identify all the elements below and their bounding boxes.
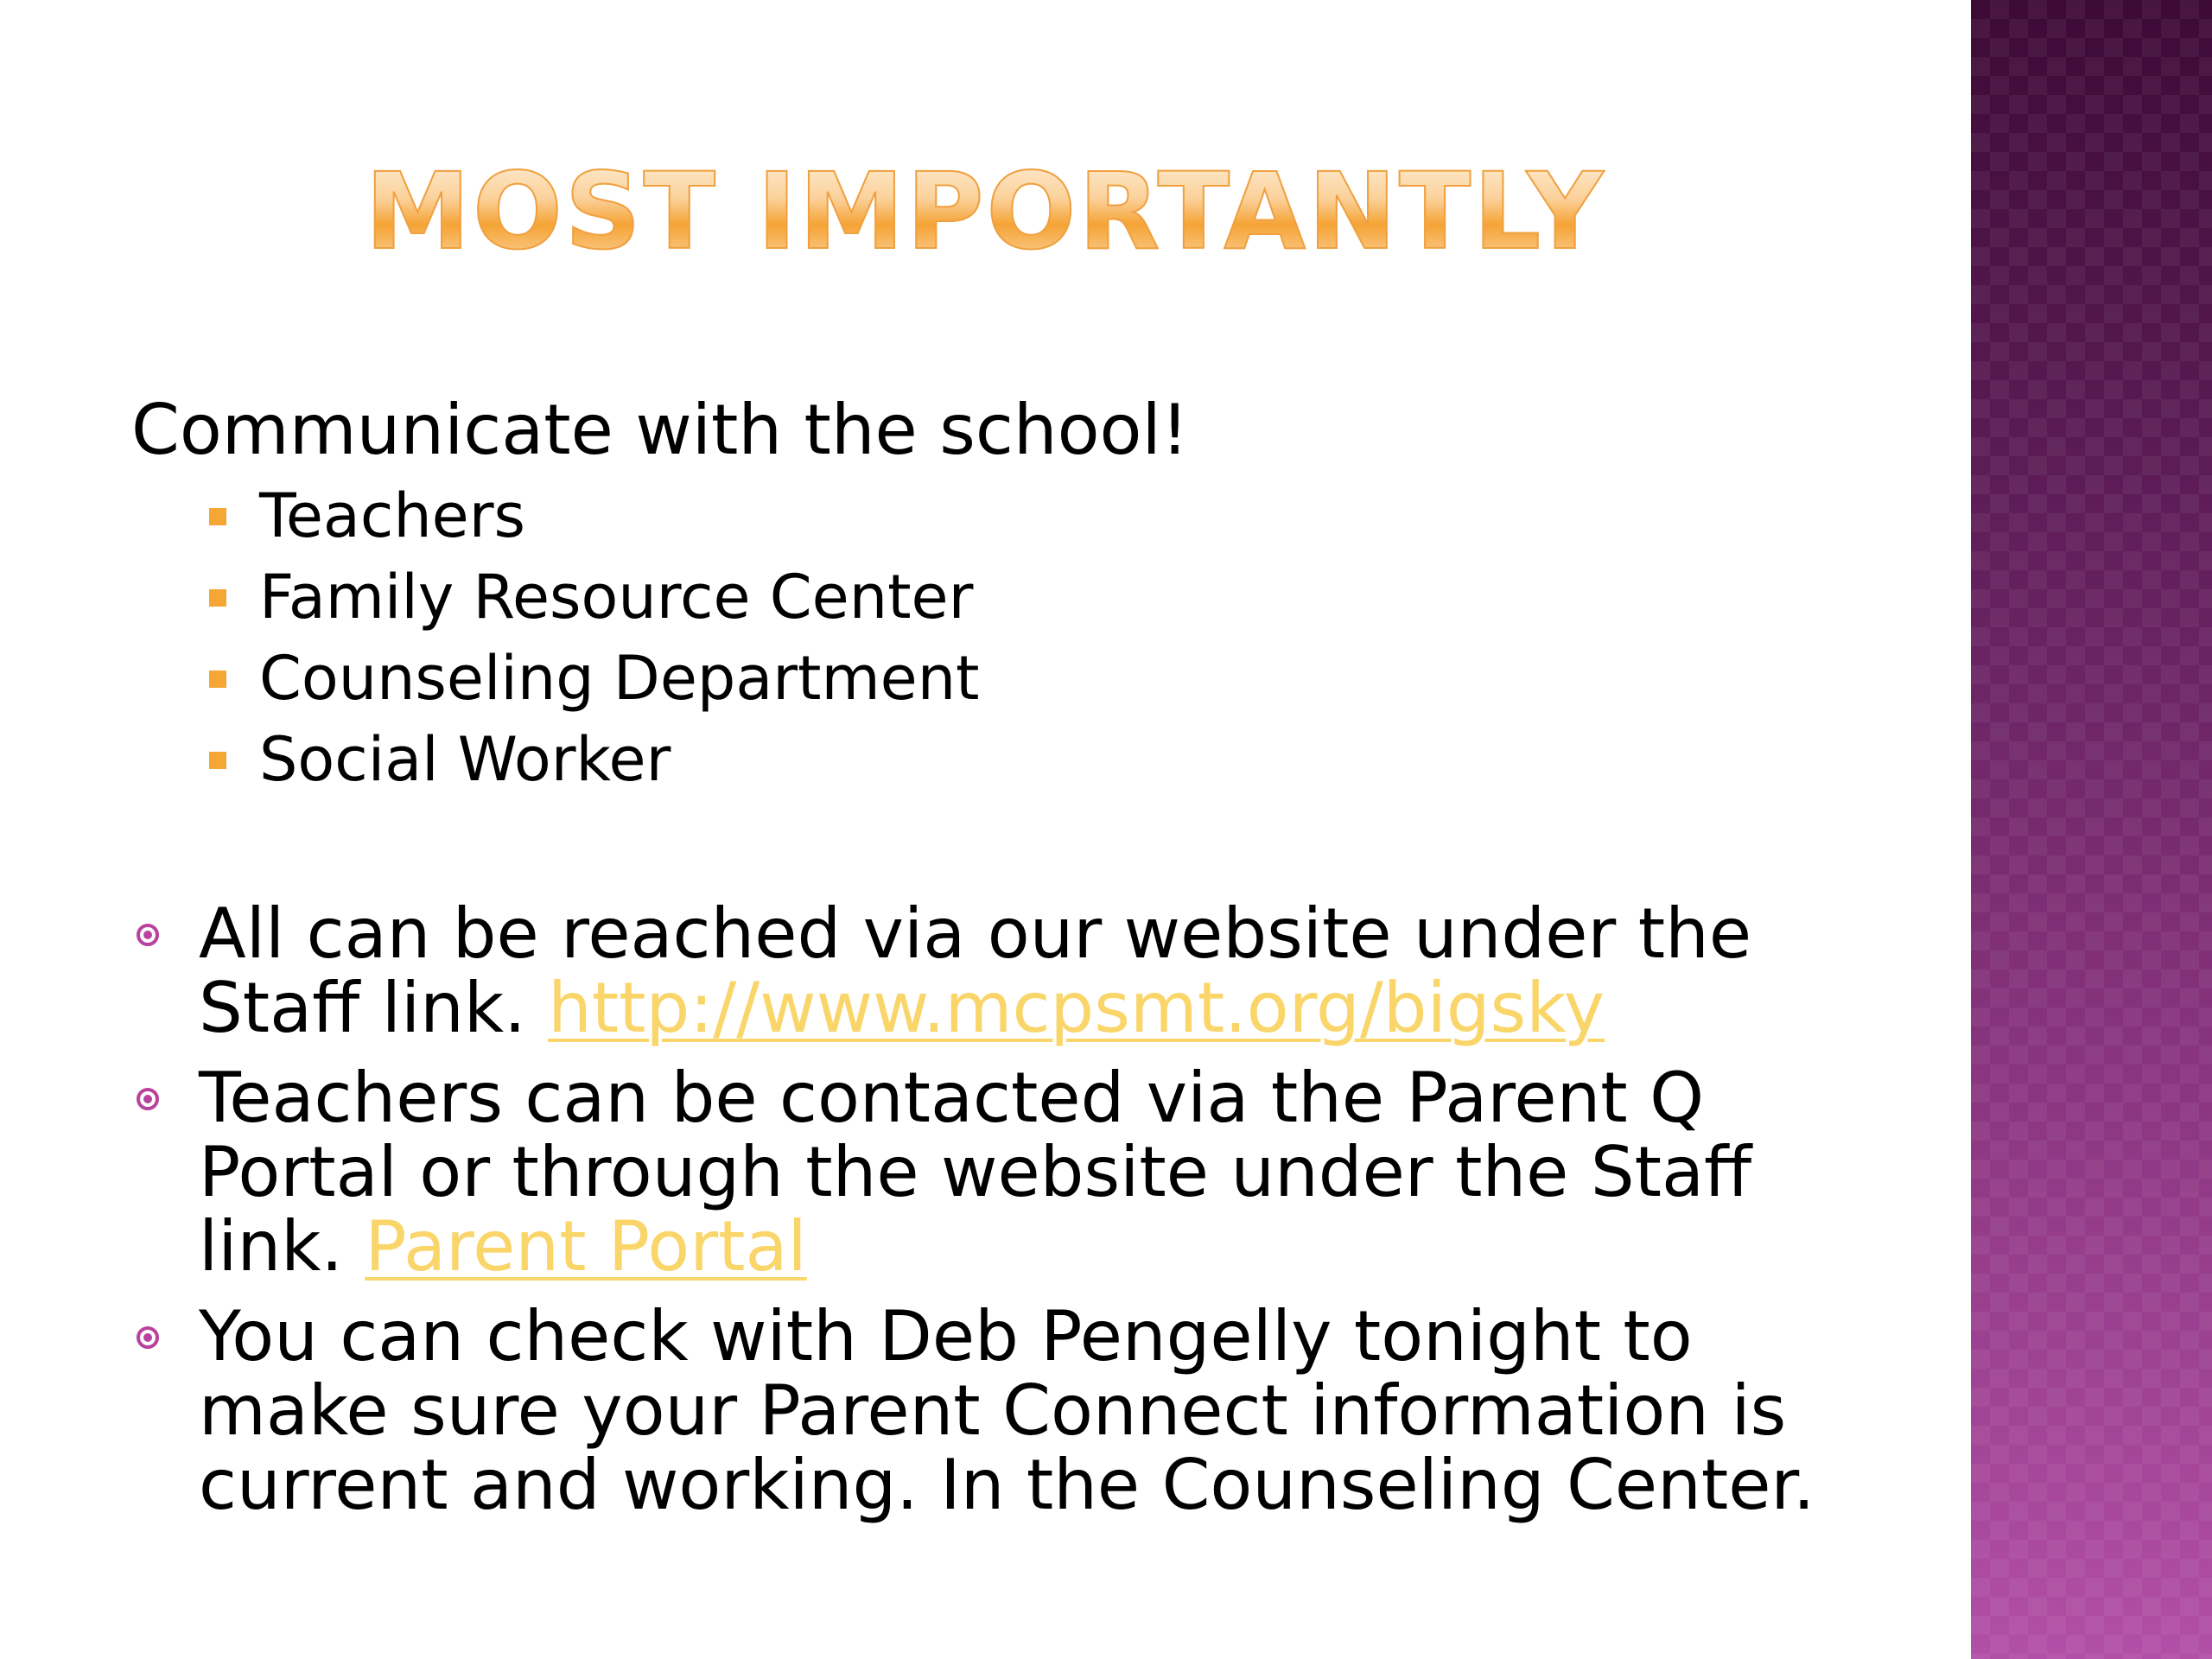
contacts-list [206, 475, 980, 800]
website-link[interactable]: http://www.mcpsmt.org/bigsky [548, 968, 1605, 1048]
list-item [206, 638, 980, 719]
circle-bullet-icon [137, 1326, 159, 1349]
info-bullets [131, 893, 1859, 1538]
bullet-item [131, 1058, 1859, 1287]
bullet-item [131, 893, 1859, 1048]
circle-bullet-icon [137, 924, 159, 946]
list-item-text: Counseling Department [259, 643, 980, 714]
bullet-text: All can be reached via our website under the Staff link. [199, 893, 1752, 1048]
decorative-side-panel [1971, 0, 2212, 1659]
list-item [206, 556, 980, 638]
side-panel-pattern [1971, 0, 2212, 1659]
square-bullet-icon [209, 752, 226, 769]
circle-bullet-icon [137, 1088, 159, 1110]
square-bullet-icon [209, 508, 226, 525]
list-item [206, 719, 980, 800]
square-bullet-icon [209, 589, 226, 607]
bullet-item [131, 1296, 1859, 1525]
list-item [206, 475, 980, 556]
list-item-text: Family Resource Center [259, 562, 974, 632]
square-bullet-icon [209, 671, 226, 688]
list-item-text: Social Worker [259, 724, 671, 795]
intro-text: Communicate with the school! [131, 390, 1189, 470]
list-item-text: Teachers [259, 480, 525, 551]
slide-title: MOST IMPORTANTLY [365, 147, 1606, 276]
title-container [0, 147, 1971, 276]
parent-portal-link[interactable]: Parent Portal [365, 1206, 807, 1287]
bullet-text: You can check with Deb Pengelly tonight to make sure your Parent Connect information is current and working. In the Counseling Center. [199, 1296, 1815, 1525]
bullet-text: Teachers can be contacted via the Parent Q Portal or through the website under the Staff link. [199, 1058, 1752, 1287]
